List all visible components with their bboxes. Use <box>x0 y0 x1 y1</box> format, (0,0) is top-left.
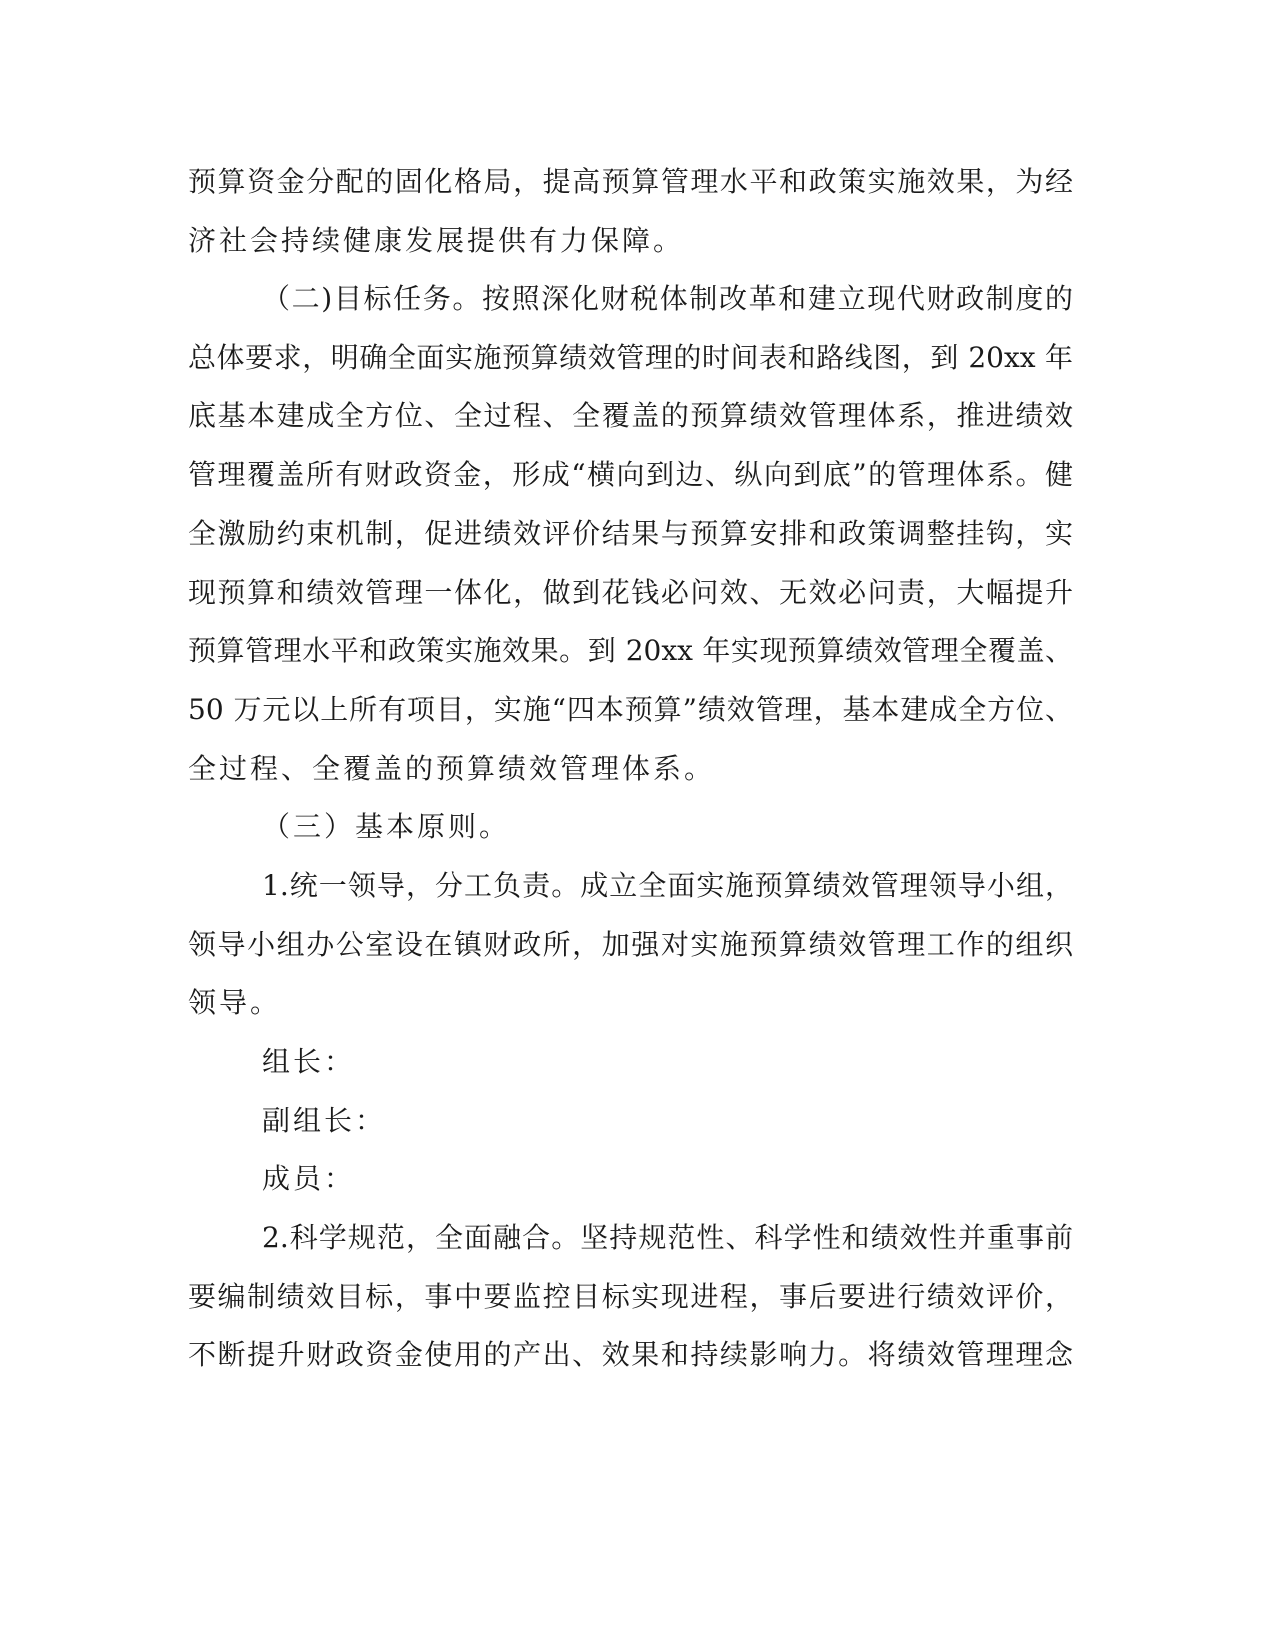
text-line: 2.科学规范，全面融合。坚持规范性、科学性和绩效性并重事前 <box>262 1221 1073 1254</box>
text-line: 济社会持续健康发展提供有力保障。 <box>188 224 685 257</box>
deputy-leader-label: 副组长： <box>262 1104 387 1137</box>
text-line: 领导小组办公室设在镇财政所，加强对实施预算绩效管理工作的组织 <box>188 928 1073 961</box>
leader-label: 组长： <box>262 1045 356 1078</box>
members-label: 成员： <box>262 1162 356 1195</box>
text-line: 不断提升财政资金使用的产出、效果和持续影响力。将绩效管理理念 <box>188 1338 1073 1371</box>
text-line: 全过程、全覆盖的预算绩效管理体系。 <box>188 752 716 785</box>
text-line: 底基本建成全方位、全过程、全覆盖的预算绩效管理体系，推进绩效 <box>188 399 1073 432</box>
text-line: 1.统一领导，分工负责。成立全面实施预算绩效管理领导小组， <box>262 869 1073 902</box>
text-line: （二)目标任务。按照深化财税体制改革和建立现代财政制度的 <box>262 282 1073 315</box>
section-heading: （三）基本原则。 <box>262 810 511 843</box>
text-line: 管理覆盖所有财政资金，形成“横向到边、纵向到底”的管理体系。健 <box>188 458 1073 491</box>
text-line: 50 万元以上所有项目，实施“四本预算”绩效管理，基本建成全方位、 <box>188 693 1073 726</box>
text-line: 预算管理水平和政策实施效果。到 20xx 年实现预算绩效管理全覆盖、 <box>188 634 1073 667</box>
text-line: 现预算和绩效管理一体化，做到花钱必问效、无效必问责，大幅提升 <box>188 576 1073 609</box>
text-line: 总体要求，明确全面实施预算绩效管理的时间表和路线图，到 20xx 年 <box>188 341 1073 374</box>
text-line: 领导。 <box>188 986 282 1019</box>
text-line: 全激励约束机制，促进绩效评价结果与预算安排和政策调整挂钩，实 <box>188 517 1073 550</box>
text-line: 要编制绩效目标，事中要监控目标实现进程，事后要进行绩效评价， <box>188 1280 1073 1313</box>
text-line: 预算资金分配的固化格局，提高预算管理水平和政策实施效果，为经 <box>188 165 1073 198</box>
